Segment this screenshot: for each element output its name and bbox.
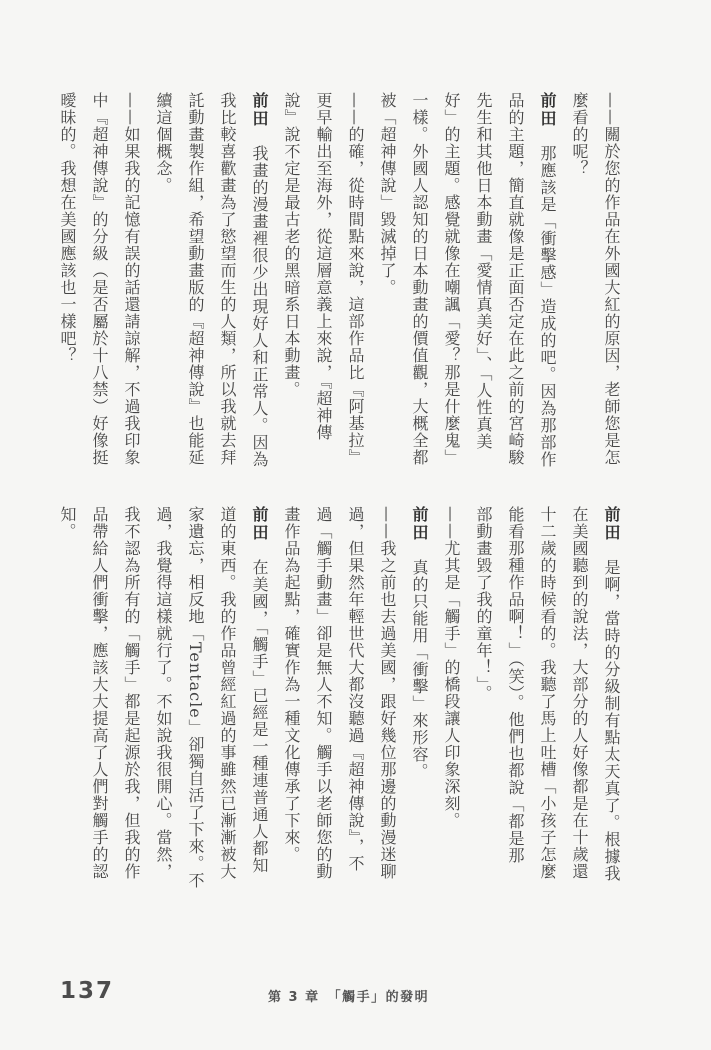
text-column: 曖昧的。我想在美國應該也一樣吧？ [58, 92, 77, 364]
text-column: ——尤其是「觸手」的橋段讓人印象深刻。 [442, 506, 461, 829]
text-column [243, 92, 275, 476]
speech-text: 是啊，當時的分級制有點太天真了。根據我 [602, 542, 621, 882]
text-column: 品帶給人們衝擊，應該大大提高了人們對觸手的認 [90, 506, 109, 880]
speaker-name: 前田 [538, 92, 557, 128]
text-column: 在美國聽到的說法，大部分的人好像都是在十歲還 [570, 506, 589, 880]
text-column [531, 92, 563, 476]
text-column: 知。 [58, 506, 77, 540]
speaker-name: 前田 [410, 506, 429, 542]
text-column: ——如果我的記憶有誤的話還請諒解，不過我印象 [122, 92, 141, 466]
text-column: 部動畫毀了我的童年！」。 [474, 506, 493, 702]
text-column: 麼看的呢？ [570, 92, 589, 177]
text-column: 託動畫製作組，希望動畫版的『超神傳說』也能延 [186, 92, 205, 466]
text-column: 更早輸出至海外，從這層意義上來說，『超神傳 [314, 92, 333, 441]
bottom-text-block [45, 506, 627, 898]
speaker-name: 前田 [250, 92, 269, 128]
text-column: 過，但果然年輕世代大都沒聽過『超神傳說』，不 [346, 506, 365, 872]
top-text-block [45, 92, 627, 476]
text-column: 好」的主題。感覺就像在嘲諷「愛？那是什麼鬼」 [442, 92, 461, 466]
speaker-name: 前田 [602, 506, 621, 542]
text-column: 我比較喜歡畫為了慾望而生的人類，所以我就去拜 [218, 92, 237, 466]
speaker-name: 前田 [250, 506, 269, 542]
text-column: 被「超神傳說」毀滅掉了。 [378, 92, 397, 296]
text-column: 十二歲的時候看的。我聽了馬上吐槽「小孩子怎麼 [538, 506, 557, 880]
chapter-title: 第 3 章 「觸手」的發明 [268, 990, 430, 1005]
text-column: 畫作品為起點，確實作為一種文化傳承了下來。 [282, 506, 301, 863]
page-number: 137 [60, 978, 115, 1004]
text-column [243, 506, 275, 898]
text-column: 能看那種作品啊！」（笑）。他們也都說「都是那 [506, 506, 525, 864]
speech-text: 在美國，「觸手」已經是一種連普通人都知 [250, 542, 269, 874]
text-column: 過「觸手動畫」卻是無人不知。觸手以老師您的動 [314, 506, 333, 880]
text-column: 品的主題，簡直就像是正面否定在此之前的宮崎駿 [506, 92, 525, 466]
text-column: 家遺忘，相反地「Tentacle」卻獨自活了下來。不 [186, 506, 205, 889]
text-column: ——關於您的作品在外國大紅的原因，老師您是怎 [602, 92, 621, 466]
text-column: ——我之前也去過美國，跟好幾位那邊的動漫迷聊 [378, 506, 397, 880]
speech-text: 我畫的漫畫裡很少出現好人和正常人。因為 [250, 128, 269, 468]
text-column: 我不認為所有的「觸手」都是起源於我，但我的作 [122, 506, 141, 880]
text-column: 過，我覺得這樣就行了。不如說我很開心。當然， [154, 506, 173, 880]
text-column [595, 506, 627, 898]
speech-text: 那應該是「衝擊感」造成的吧。因為那部作 [538, 128, 557, 468]
text-column: 一樣。外國人認知的日本動畫的價值觀，大概全都 [410, 92, 429, 466]
text-column: 先生和其他日本動畫「愛情真美好」、「人性真美 [474, 92, 493, 450]
text-column: 說』說不定是最古老的黑暗系日本動畫。 [282, 92, 301, 398]
text-column: 中『超神傳說』的分級（是否屬於十八禁）好像挺 [90, 92, 109, 466]
text-column: ——的確，從時間點來說，這部作品比『阿基拉』 [346, 92, 365, 466]
text-column: 道的東西。我的作品曾經紅過的事雖然已漸漸被大 [218, 506, 237, 880]
speech-text: 真的只能用「衝擊」來形容。 [410, 542, 429, 780]
text-column: 續這個概念。 [154, 92, 173, 194]
text-column [403, 506, 435, 898]
